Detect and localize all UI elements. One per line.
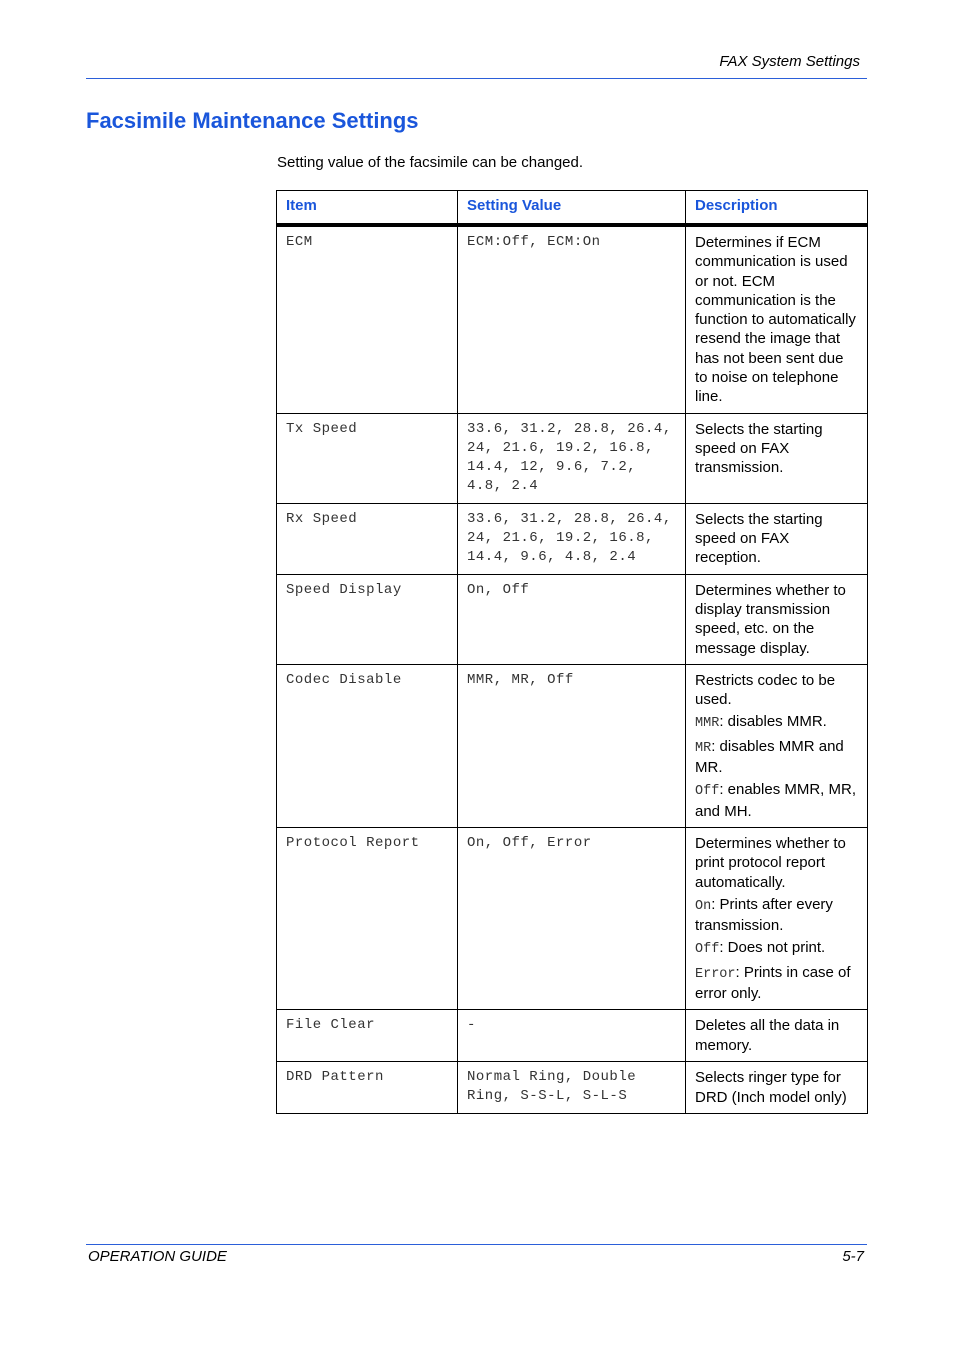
description-text: Determines whether to print protocol report automatically. [695, 834, 846, 891]
option-code: Off [695, 942, 720, 958]
settings-table [276, 190, 868, 1114]
option-text: : disables MMR. [719, 713, 827, 731]
table-row [277, 503, 868, 574]
description-text: Selects the starting speed on FAX transmission. [695, 420, 823, 477]
footer-guide-name: OPERATION GUIDE [88, 1248, 227, 1265]
setting-item: Protocol Report [277, 827, 458, 1009]
setting-description [686, 1010, 868, 1062]
option-text: : Does not print. [719, 939, 826, 957]
setting-description [686, 574, 868, 664]
option-description [695, 938, 859, 959]
description-text: Selects ringer type for DRD (Inch model only) [695, 1069, 847, 1106]
setting-item: Speed Display [277, 574, 458, 664]
table-row [277, 1062, 868, 1114]
setting-value: - [458, 1010, 686, 1062]
column-header-setting-value: Setting Value [458, 191, 686, 226]
table-header-row [277, 191, 868, 226]
option-code: Error [695, 966, 736, 982]
option-description [695, 780, 859, 821]
setting-item: Codec Disable [277, 664, 458, 827]
page-number: 5-7 [842, 1248, 864, 1265]
setting-value: 33.6, 31.2, 28.8, 26.4, 24, 21.6, 19.2, 16.8, 14.4, 12, 9.6, 7.2, 4.8, 2.4 [458, 413, 686, 503]
setting-value: ECM:Off, ECM:On [458, 225, 686, 413]
setting-description [686, 664, 868, 827]
section-title: Facsimile Maintenance Settings [86, 108, 419, 133]
table-row [277, 664, 868, 827]
setting-item: Tx Speed [277, 413, 458, 503]
option-code: Off [695, 784, 720, 800]
column-header-item: Item [277, 191, 458, 226]
setting-item: ECM [277, 225, 458, 413]
setting-description [686, 413, 868, 503]
table-row [277, 574, 868, 664]
setting-item: DRD Pattern [277, 1062, 458, 1114]
option-text: : enables MMR, MR, and MH. [695, 781, 857, 820]
setting-description [686, 827, 868, 1009]
table-row [277, 1010, 868, 1062]
setting-description [686, 503, 868, 574]
description-text: Deletes all the data in memory. [695, 1017, 840, 1054]
description-text: Selects the starting speed on FAX reception. [695, 510, 823, 567]
running-header: FAX System Settings [719, 53, 860, 70]
setting-item: File Clear [277, 1010, 458, 1062]
option-description [695, 737, 859, 778]
setting-item: Rx Speed [277, 503, 458, 574]
option-code: On [695, 898, 712, 914]
header-rule [86, 78, 867, 79]
setting-description [686, 225, 868, 413]
table-row [277, 225, 868, 413]
option-description [695, 712, 859, 733]
option-code: MR [695, 740, 712, 756]
description-text: Determines if ECM communication is used or not. ECM communication is the function to automatically resend the image that has not been sent due to noise on telephone line. [695, 234, 856, 406]
setting-value: Normal Ring, Double Ring, S-S-L, S-L-S [458, 1062, 686, 1114]
table-row [277, 413, 868, 503]
option-description [695, 963, 859, 1004]
column-header-description: Description [686, 191, 868, 226]
setting-description [686, 1062, 868, 1114]
table-row [277, 827, 868, 1009]
intro-text: Setting value of the facsimile can be changed. [277, 154, 584, 171]
option-description [695, 895, 859, 936]
option-text: : Prints in case of error only. [695, 963, 851, 1003]
setting-value: 33.6, 31.2, 28.8, 26.4, 24, 21.6, 19.2, 16.8, 14.4, 9.6, 4.8, 2.4 [458, 503, 686, 574]
option-text: : disables MMR and MR. [695, 737, 844, 777]
description-text: Determines whether to display transmission speed, etc. on the message display. [695, 581, 846, 657]
footer-rule [86, 1244, 867, 1245]
setting-value: MMR, MR, Off [458, 664, 686, 827]
setting-value: On, Off, Error [458, 827, 686, 1009]
setting-value: On, Off [458, 574, 686, 664]
option-text: : Prints after every transmission. [695, 895, 833, 935]
option-code: MMR [695, 716, 720, 732]
description-text: Restricts codec to be used. [695, 671, 836, 709]
